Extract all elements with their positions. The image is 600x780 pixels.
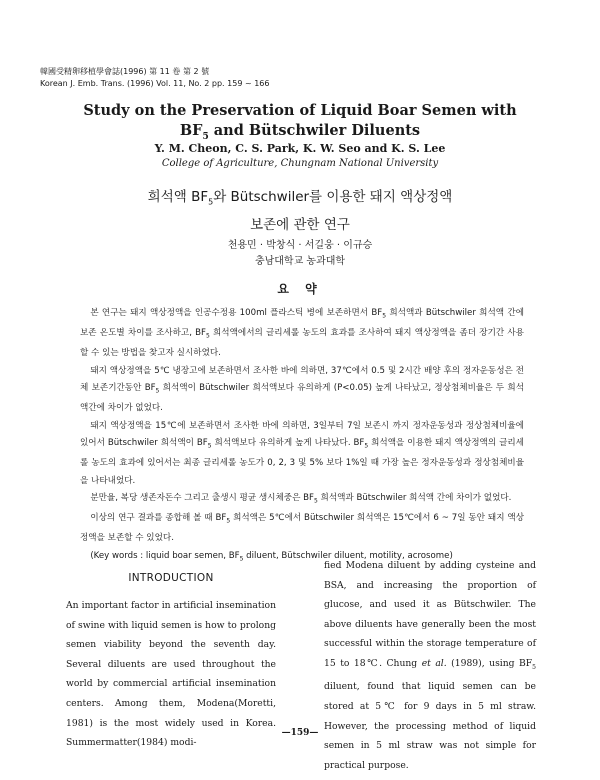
paper-title-line2: $BF_5$ and Bütschwiler Diluents xyxy=(179,122,421,142)
korean-affiliation: 충남대학교 농과대학 xyxy=(254,256,346,267)
abstract xyxy=(80,305,524,568)
abstract-paragraph: 본 연구는 돼지 액상정액을 인공수정용 100ml 플라스틱 병에 보존하면서 $BF_5$ 희석액과 Bütschwiler 희석액 간에 보존 온도별 차이를 조사하고, $BF_5$ 희석액에서의 글리세롤 농도의 효과를 조사하여 돼지 액상정액을 좀더 장기간 사용할 수 있는 방법을 찾고자 실시하였다. xyxy=(80,308,524,359)
journal-header xyxy=(40,66,269,90)
korean-title-line2: 보존에 관한 연구 xyxy=(250,216,350,233)
korean-title xyxy=(0,186,600,237)
paper-title-line1: Study on the Preservation of Liquid Boar Semen with xyxy=(83,102,517,119)
left-column xyxy=(66,572,276,753)
right-column xyxy=(324,556,536,775)
keywords: (Key words : liquid boar semen, $BF_5$ diluent, Bütschwiler diluent, motility, acrosome) xyxy=(90,550,453,563)
affiliation: College of Agriculture, Chungnam National University xyxy=(161,158,439,169)
paper-title xyxy=(0,101,600,147)
abstract-paragraph: 돼지 액상정액을 5℃ 냉장고에 보존하면서 조사한 바에 의하면, 37℃에서 0.5 및 2시간 배양 후의 정자운동성은 전체 보존기간동안 $BF_5$ 희석액이 Bütschwiler 희석액보다 유의하게 (P<0.05) 높게 나타났고, 정상첨체비율은 두 희석액간에 차이가 없었다. xyxy=(80,365,524,414)
abstract-paragraph: 분만율, 복당 생존자돈수 그리고 출생시 평균 생시체중은 $BF_5$ 희석액과 Bütschwiler 희석액 간에 차이가 없었다. xyxy=(90,492,512,505)
journal-line-korean: 韓國受精卵移植學會誌(1996) 第 11 卷 第 2 號 xyxy=(40,67,210,76)
korean-title-line1: 희석액 $BF_5$와 Bütschwiler를 이용한 돼지 액상정액 xyxy=(147,189,453,207)
korean-authors: 천용민 · 박창식 · 서길웅 · 이규승 xyxy=(227,240,373,251)
abstract-heading: 요 약 xyxy=(277,282,323,296)
author-list: Y. M. Cheon, C. S. Park, K. W. Seo and K. S. Lee xyxy=(154,142,446,155)
page-number: —159— xyxy=(281,728,319,738)
journal-line-english: Korean J. Emb. Trans. (1996) Vol. 11, No. 2 pp. 159 ~ 166 xyxy=(40,79,270,88)
abstract-paragraph: 이상의 연구 결과를 종합해 볼 때 $BF_5$ 희석액은 5℃에서 Bütschwiler 희석액은 15℃에서 6 ~ 7일 동안 돼지 액상정액을 보존할 수 있었다. xyxy=(80,513,525,544)
introduction-text-left: An important factor in artificial insemination of swine with liquid semen is how to prolong semen viability beyond the seventh day. Several diluents are used throughout the world by commercial artificial insemination centers. Among them, Modena(Moretti, 1981) is the most widely used in Korea. Summermatter(1984) modi- xyxy=(66,600,276,749)
abstract-paragraph: 돼지 액상정액을 15℃에 보존하면서 조사한 바에 의하면, 3일부터 7일 보존시 까지 정자운동성과 정상첨체비율에 있어서 Bütschwiler 희석액이 $BF_5$ 희석액보다 유의하게 높게 나타났다. $BF_5$ 희석액을 이용한 돼지 액상정액의 글리세롤 농도의 효과에 있어서는 최종 글리세롤 농도가 0, 2, 3 및 5% 보다 1%일 때 가장 높은 정자운동성과 정상첨체비율을 나타내었다. xyxy=(80,420,524,486)
introduction-text-right: fied Modena diluent by adding cysteine and BSA, and increasing the proportion of glucose, and used it as Bütschwiler. The above diluents have generally been the most successful within the storage temperature of 15 to 18℃. Chung et al. (1989), using $BF_5$ diluent, found that liquid semen can be stored at 5℃ for 9 days in 5 ml straw. However, the processing method of liquid semen in 5 ml straw was not simple for practical purpose. xyxy=(324,560,536,771)
introduction-heading: INTRODUCTION xyxy=(128,572,214,584)
